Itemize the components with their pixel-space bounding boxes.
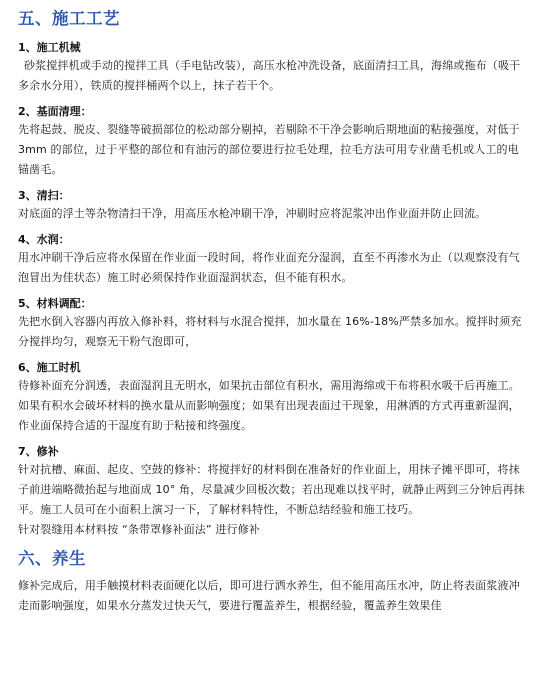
item-heading: 7、修补 xyxy=(18,445,59,458)
item-paragraph: 砂浆搅拌机或手动的搅拌工具（手电钻改装），高压水枪冲洗设备，底面清扫工具，海绵或拖布（吸干多余水分用），铁质的搅拌桶两个以上，抹子若干个。 xyxy=(18,59,521,92)
item-sweeping xyxy=(18,188,529,224)
item-repair xyxy=(18,444,529,540)
item-paragraph: 针对抗槽、麻面、起皮、空鼓的修补：将搅拌好的材料倒在准备好的作业面上，用抹子摊平即可，将抹子前进端略微抬起与地面成 10° 角，尽量减少回板次数；若出现难以找平时，就静止两到三分钟后再抹平。施工人员可在小面积上演习一下，了解材料特性，不断总结经验和施工技巧。 xyxy=(18,463,525,516)
item-heading: 2、基面清理： xyxy=(18,105,92,118)
item-timing xyxy=(18,360,529,436)
item-paragraph: 针对裂缝用本材料按 “条带罩修补面法” 进行修补 xyxy=(18,523,260,536)
item-paragraph: 先把水倒入容器内再放入修补料，将材料与水混合搅拌，加水量在 16%-18%严禁多加水。搅拌时须充分搅拌均匀，观察无干粉气泡即可， xyxy=(18,315,522,348)
item-heading: 6、施工时机 xyxy=(18,361,81,374)
item-surface-cleaning xyxy=(18,104,529,180)
curing-paragraph: 修补完成后，用手触摸材料表面硬化以后，即可进行洒水养生，但不能用高压水冲，防止将表面浆液冲走而影响强度，如果水分蒸发过快天气，要进行覆盖养生，根据经验，覆盖养生效果佳 xyxy=(18,579,520,612)
item-heading: 1、施工机械 xyxy=(18,41,81,54)
item-equipment xyxy=(18,40,529,96)
item-paragraph: 先将起鼓、脱皮、裂缝等破损部位的松动部分剔掉，若剔除不干净会影响后期地面的粘接强度，对低于 3mm 的部位，过于平整的部位和有油污的部位要进行拉毛处理，拉毛方法可用专业凿毛机或人工的电锚凿毛。 xyxy=(18,123,520,176)
item-paragraph: 用水冲刷干净后应将水保留在作业面一段时间，将作业面充分湿润，直至不再渗水为止（以观察没有气泡冒出为佳状态）施工时必须保持作业面湿润状态，但不能有积水。 xyxy=(18,251,520,284)
item-wetting xyxy=(18,232,529,288)
item-mixing xyxy=(18,296,529,352)
item-heading: 5、材料调配： xyxy=(18,297,92,310)
item-paragraph: 对底面的浮土等杂物清扫干净，用高压水枪冲刷干净，冲刷时应将泥浆冲出作业面并防止回流。 xyxy=(18,207,487,220)
item-heading: 3、清扫： xyxy=(18,189,70,202)
section-title-process: 五、施工工艺 xyxy=(18,9,120,28)
item-paragraph: 待修补面充分润透，表面湿润且无明水，如果抗击部位有积水，需用海绵或干布将积水吸干后再施工。如果有积水会破坏材料的换水量从而影响强度；如果有出现表面过干现象，用淋洒的方式再重新湿润，作业面保持合适的干湿度有助于粘接和终强度。 xyxy=(18,379,520,432)
item-heading: 4、水润： xyxy=(18,233,70,246)
section-title-curing: 六、养生 xyxy=(18,549,86,568)
